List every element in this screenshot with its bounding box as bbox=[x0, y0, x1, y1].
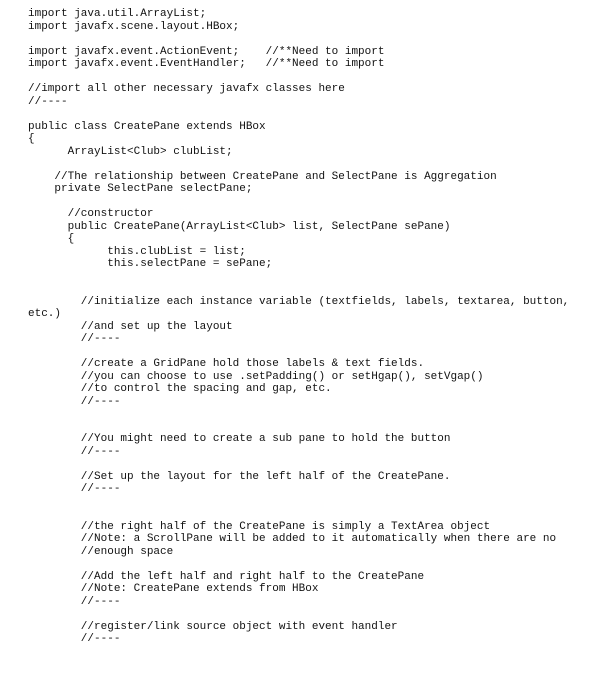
code-line: import java.util.ArrayList; bbox=[28, 8, 207, 20]
code-line: import javafx.event.ActionEvent; //**Need to import bbox=[28, 45, 385, 58]
code-line: //---- bbox=[28, 595, 121, 608]
code-line: //You might need to create a sub pane to hold the button bbox=[28, 433, 451, 445]
blank-line bbox=[28, 196, 588, 209]
code-line: //Note: CreatePane extends from HBox bbox=[28, 583, 319, 595]
code-line: { bbox=[28, 133, 35, 145]
code-line: //Set up the layout for the left half of the CreatePane. bbox=[28, 470, 451, 483]
code-line: public class CreatePane extends HBox bbox=[28, 120, 266, 133]
code-line: //enough space bbox=[28, 545, 174, 558]
blank-line bbox=[28, 158, 588, 171]
code-line: //---- bbox=[28, 483, 121, 495]
code-line: { bbox=[28, 233, 75, 245]
code-line: //---- bbox=[28, 633, 121, 645]
blank-line bbox=[28, 508, 588, 521]
code-line: //Note: a ScrollPane will be added to it automatically when there are no bbox=[28, 533, 557, 545]
blank-line bbox=[28, 33, 588, 46]
code-line: //import all other necessary javafx classes here bbox=[28, 83, 345, 95]
code-line: //initialize each instance variable (textfields, labels, textarea, button, bbox=[28, 295, 570, 308]
code-line: //---- bbox=[28, 333, 121, 345]
code-line: private SelectPane selectPane; bbox=[28, 183, 253, 195]
code-line: this.selectPane = sePane; bbox=[28, 258, 273, 270]
code-line: //The relationship between CreatePane and SelectPane is Aggregation bbox=[28, 170, 497, 183]
code-line: etc.) bbox=[28, 308, 62, 320]
code-document bbox=[28, 8, 588, 646]
code-line: //constructor bbox=[28, 208, 154, 220]
code-line: //you can choose to use .setPadding() or setHgap(), setVgap() bbox=[28, 370, 484, 383]
blank-line bbox=[28, 458, 588, 471]
blank-line bbox=[28, 496, 588, 509]
code-line: //---- bbox=[28, 95, 68, 108]
blank-line bbox=[28, 271, 588, 284]
code-line: //to control the spacing and gap, etc. bbox=[28, 383, 332, 395]
code-line: //register/link source object with event handler bbox=[28, 620, 398, 633]
code-line: //Add the left half and right half to the CreatePane bbox=[28, 570, 425, 583]
blank-line bbox=[28, 558, 588, 571]
code-line: this.clubList = list; bbox=[28, 245, 246, 258]
code-line: //and set up the layout bbox=[28, 320, 233, 333]
code-line: //create a GridPane hold those labels & text fields. bbox=[28, 358, 425, 370]
blank-line bbox=[28, 283, 588, 296]
code-line: import javafx.scene.layout.HBox; bbox=[28, 20, 240, 33]
blank-line bbox=[28, 408, 588, 421]
blank-line bbox=[28, 608, 588, 621]
blank-line bbox=[28, 346, 588, 359]
code-line: ArrayList<Club> clubList; bbox=[28, 145, 233, 158]
code-line: import javafx.event.EventHandler; //**Need to import bbox=[28, 58, 385, 70]
code-line: //---- bbox=[28, 445, 121, 458]
blank-line bbox=[28, 421, 588, 434]
code-line: public CreatePane(ArrayList<Club> list, SelectPane sePane) bbox=[28, 220, 451, 233]
blank-line bbox=[28, 108, 588, 121]
code-line: //the right half of the CreatePane is simply a TextArea object bbox=[28, 520, 491, 533]
code-line: //---- bbox=[28, 395, 121, 408]
blank-line bbox=[28, 71, 588, 84]
